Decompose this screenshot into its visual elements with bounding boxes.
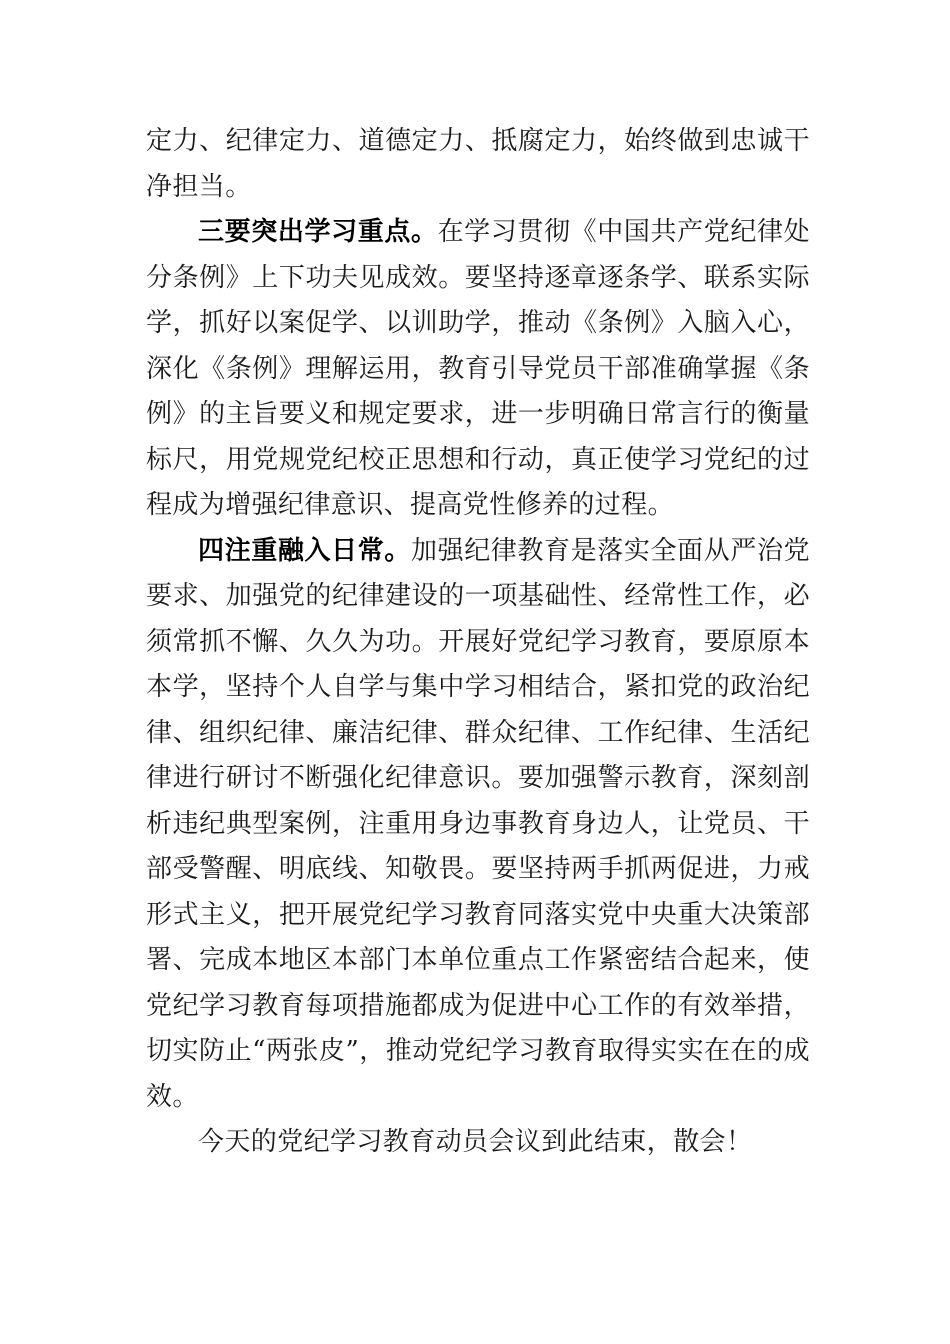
document-page — [146, 119, 810, 1166]
paragraph-continuation — [146, 119, 810, 210]
paragraph-closing — [146, 1120, 810, 1166]
paragraph-text: 今天的党纪学习教育动员会议到此结束，散会！ — [198, 1127, 753, 1157]
paragraph-heading: 三要突出学习重点。 — [198, 217, 438, 247]
paragraph-text: 定力、纪律定力、道德定力、抵腐定力，始终做到忠诚干净担当。 — [146, 126, 810, 202]
paragraph-text: 在学习贯彻《中国共产党纪律处分条例》上下功夫见成效。要坚持逐章逐条学、联系实际学，抓好以案促学、以训助学，推动《条例》入脑入心，深化《条例》理解运用，教育引导党员干部准确掌握《条例》的主旨要义和规定要求，进一步明确日常言行的衡量标尺，用党规党纪校正思想和行动，真正使学习党纪的过程成为增强纪律意识、提高党性修养的过程。 — [146, 217, 810, 520]
paragraph-text: 加强纪律教育是落实全面从严治党要求、加强党的纪律建设的一项基础性、经常性工作，必须常抓不懈、久久为功。开展好党纪学习教育，要原原本本学，坚持个人自学与集中学习相结合，紧扣党的政治纪律、组织纪律、廉洁纪律、群众纪律、工作纪律、生活纪律进行研讨不断强化纪律意识。要加强警示教育，深刻剖析违纪典型案例，注重用身边事教育身边人，让党员、干部受警醒、明底线、知敬畏。要坚持两手抓两促进，力戒形式主义，把开展党纪学习教育同落实党中央重大决策部署、完成本地区本部门本单位重点工作紧密结合起来，使党纪学习教育每项措施都成为促进中心工作的有效举措，切实防止“两张皮”，推动党纪学习教育取得实实在在的成效。 — [146, 535, 810, 1112]
paragraph-point-four — [146, 529, 810, 1121]
paragraph-heading: 四注重融入日常。 — [198, 535, 411, 566]
paragraph-point-three — [146, 210, 810, 529]
